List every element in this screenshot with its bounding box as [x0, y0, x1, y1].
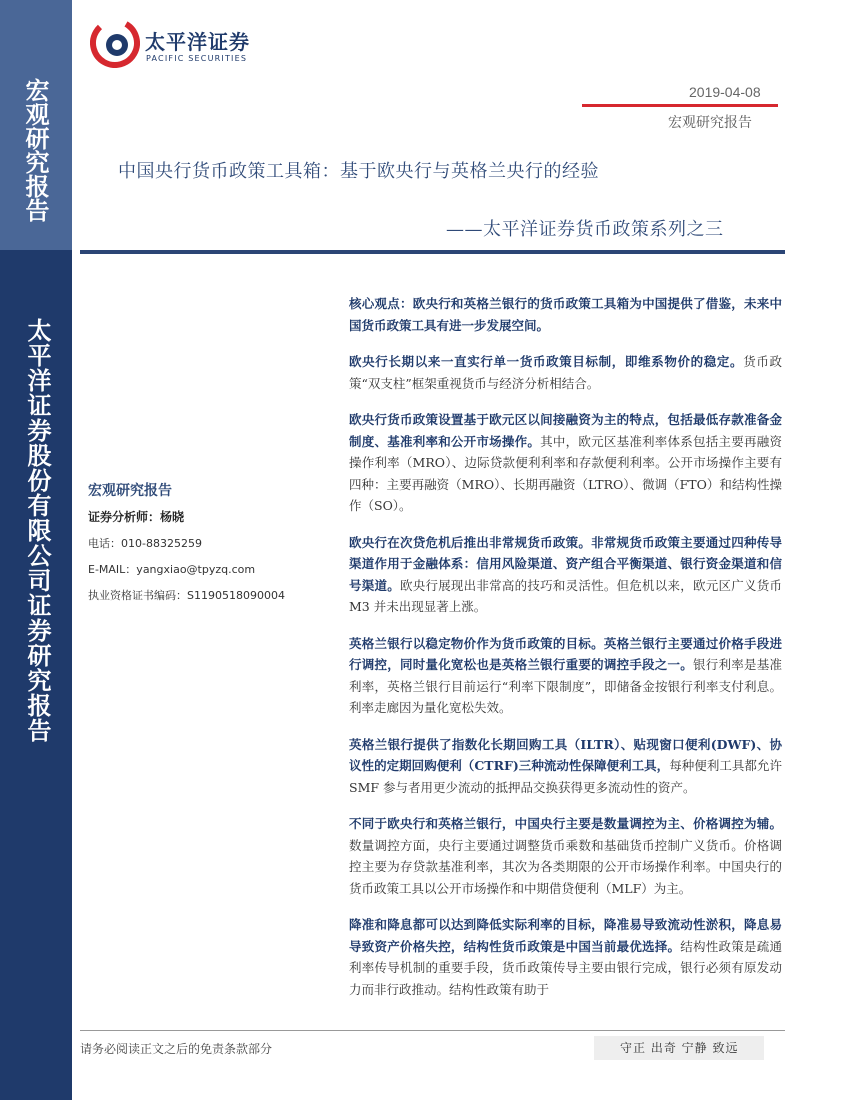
- header-accent-line: [582, 104, 778, 107]
- report-body: [349, 293, 782, 1015]
- analyst-cert: 执业资格证书编码：S1190518090004: [88, 589, 285, 602]
- paragraph: [349, 532, 782, 618]
- footer-disclaimer: 请务必阅读正文之后的免责条款部分: [80, 1042, 273, 1056]
- sidebar-company-text: 太平洋证券股份有限公司证券研究报告: [23, 318, 52, 743]
- paragraph-normal: 欧央行展现出非常高的技巧和灵活性。但危机以来，欧元区广义货币 M3 并未出现显著上涨。: [349, 577, 782, 614]
- paragraph-normal: 银行利率是基准利率，英格兰银行目前运行“利率下限制度”，即储备金按银行利率支付利息。利率走廊因为量化宽松失效。: [349, 657, 782, 715]
- paragraph: [349, 813, 782, 899]
- sidebar-report-type: 宏观研究报告: [21, 78, 50, 222]
- logo-name-en: PACIFIC SECURITIES: [146, 54, 248, 63]
- paragraph-bold: 降准和降息都可以达到降低实际利率的目标，降准易导致流动性淤积，降息易导致资产价格失控，结构性货币政策是中国当前最优选择。: [349, 917, 782, 954]
- page-subtitle: ——太平洋证券货币政策系列之三: [446, 219, 724, 240]
- left-sidebar-band: [0, 0, 72, 1100]
- paragraph-normal: 每种便利工具都允许 SMF 参与者用更少流动的抵押品交换获得更多流动性的资产。: [349, 758, 782, 795]
- paragraph-bold: 英格兰银行提供了指数化长期回购工具（ILTR）、贴现窗口便利(DWF)、协议性的定期回购便利（CTRF)三种流动性保障便利工具，: [349, 736, 782, 773]
- analyst-info: [88, 480, 328, 603]
- paragraph: [349, 409, 782, 517]
- report-date: 2019-04-08: [689, 84, 761, 100]
- paragraph-bold: 欧央行货币政策设置基于欧元区以间接融资为主的特点，包括最低存款准备金制度、基准利率和公开市场操作。: [349, 412, 782, 449]
- header-report-type: 宏观研究报告: [668, 115, 752, 131]
- paragraph-bold: 欧央行在次贷危机后推出非常规货币政策。非常规货币政策主要通过四种传导渠道作用于金融体系：信用风险渠道、资产组合平衡渠道、银行资金渠道和信号渠道。: [349, 534, 782, 593]
- footer-motto: 守正 出奇 宁静 致远: [594, 1036, 764, 1060]
- paragraph: [349, 914, 782, 1000]
- paragraph: [349, 293, 782, 336]
- info-section-title: 宏观研究报告: [88, 483, 172, 499]
- paragraph: [349, 351, 782, 394]
- paragraph: [349, 633, 782, 719]
- paragraph-normal: 其中，欧元区基准利率体系包括主要再融资操作利率（MRO）、边际贷款便利利率和存款便利利率。公开市场操作主要有四种：主要再融资（MRO）、长期再融资（LTRO）、微调（FTO）和结构性操作（SO）。: [349, 433, 782, 513]
- paragraph-bold: 核心观点：欧央行和英格兰银行的货币政策工具箱为中国提供了借鉴，未来中国货币政策工具有进一步发展空间。: [349, 296, 782, 333]
- paragraph-normal: 结构性政策是疏通利率传导机制的重要手段，货币政策传导主要由银行完成，银行必须有原发动力而非行政推动。结构性政策有助于: [349, 938, 782, 997]
- paragraph-bold: 不同于欧央行和英格兰银行，中国央行主要是数量调控为主、价格调控为辅。: [349, 816, 782, 831]
- paragraph-normal: 数量调控方面，央行主要通过调整货币乘数和基础货币控制广义货币。价格调控主要为存贷款基准利率，其次为各类期限的公开市场操作利率。中国央行的货币政策工具以公开市场操作和中期借贷便利（MLF）为主。: [349, 837, 782, 896]
- logo-name-cn: 太平洋证券: [145, 30, 250, 54]
- pacific-securities-logo-icon: [90, 18, 140, 68]
- page-title: 中国央行货币政策工具箱：基于欧央行与英格兰央行的经验: [118, 161, 599, 182]
- footer-divider: [80, 1030, 785, 1031]
- analyst-email: E-MAIL：yangxiao@tpyzq.com: [88, 563, 256, 576]
- company-logo: [90, 18, 270, 74]
- paragraph-normal: 货币政策“双支柱”框架重视货币与经济分析相结合。: [349, 354, 782, 391]
- paragraph: [349, 734, 782, 799]
- analyst-name: 证券分析师：杨晓: [88, 510, 185, 524]
- title-divider: [80, 250, 785, 254]
- analyst-phone: 电话：010-88325259: [88, 537, 202, 550]
- paragraph-bold: 欧央行长期以来一直实行单一货币政策目标制，即维系物价的稳定。: [349, 354, 744, 369]
- paragraph-bold: 英格兰银行以稳定物价作为货币政策的目标。英格兰银行主要通过价格手段进行调控，同时量化宽松也是英格兰银行重要的调控手段之一。: [349, 635, 782, 672]
